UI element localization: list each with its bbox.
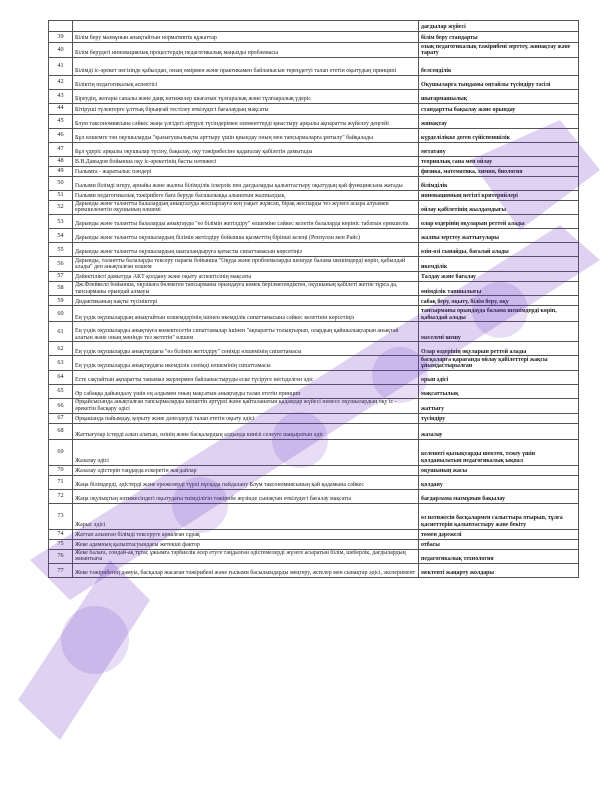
answer-cell: күрделілікке деген сүйіспеншілік	[419, 128, 579, 142]
question-cell: Біреудің, жоғары сапалы және даңқ нәтижелер шығатын тұлғаралық және тұлғааралық үдеріс	[73, 89, 419, 103]
answer-cell: Оқушыларға тыңдамы оңтайлы түсіндіру тәсілі	[419, 75, 579, 89]
table-row	[49, 475, 579, 489]
row-number: 54	[49, 229, 73, 243]
answer-cell: мектепті жаңарту жолдары	[419, 564, 579, 578]
answer-cell: отбасы	[419, 539, 579, 549]
row-number: 64	[49, 370, 73, 384]
question-cell: Дарынды және талантты балалардың анықталуда жоспарлауға кең уақыт жұмсап, бірақ жоспарды тез жүзеге асыра алуымен ерекшеленетін оқушының өлшемі	[73, 200, 419, 215]
row-number: 44	[49, 103, 73, 114]
row-number: 71	[49, 475, 73, 489]
question-cell: Дәйектілікті дамытуда АКТ қолдану және оқыту аспектісінің мақсаты	[73, 271, 419, 281]
row-number: 57	[49, 271, 73, 281]
row-number: 47	[49, 142, 73, 156]
table-row	[49, 296, 579, 306]
answer-cell: икемділік	[419, 257, 579, 272]
answer-cell: Олар өздерінің оқуларын реттей алады	[419, 342, 579, 356]
table-row	[49, 549, 579, 564]
table-row	[49, 215, 579, 229]
answer-key-table	[48, 20, 579, 578]
row-number: 66	[49, 398, 73, 413]
answer-cell: бағдарлама мазмұнын бақылау	[419, 489, 579, 503]
row-number: 42	[49, 75, 73, 89]
answer-cell: мәселені шешу	[419, 322, 579, 342]
question-cell: Ең үздік оқушыларды анықтаудағы икемділік сенімді өлшемінің сипаттамасы	[73, 356, 419, 371]
answer-cell: оқушының жасы	[419, 465, 579, 475]
row-number: 56	[49, 257, 73, 272]
table-row	[49, 176, 579, 190]
question-cell: Гылыми білімді игеру, арнайы және жалпы білімділік іскерлік пен дағдыларды қалыптастыру оқытудың қай функциясына жатады	[73, 176, 419, 190]
row-number: 76	[49, 549, 73, 564]
table-row	[49, 564, 579, 578]
question-cell: Гылымға - жаратылыс пәндері	[73, 166, 419, 176]
answer-key-page	[48, 20, 578, 780]
answer-cell: білім беру стандарты	[419, 32, 579, 43]
table-row	[49, 190, 579, 200]
table-row	[49, 413, 579, 423]
table-row	[49, 43, 579, 58]
table-row	[49, 281, 579, 296]
table-row	[49, 439, 579, 465]
row-number: 75	[49, 539, 73, 549]
question-cell: Бітіруші түлектерге ұлттық бірыңғай тестілеу өткізудегі бағалаудың мақсаты	[73, 103, 419, 114]
answer-cell: сабақ беру, оқыту, білім беру, оқу	[419, 296, 579, 306]
table-row	[49, 32, 579, 43]
answer-cell: тапсырманы орындауда балама шешімдерді көріп, қабылдай алады	[419, 306, 579, 322]
answer-cell: ойлау қабілетінің жылдамдығы	[419, 200, 579, 215]
question-cell: Жаттап алынған білімді тексеруге арналған сұрақ	[73, 529, 419, 539]
answer-cell: теориялық сана мен ойлау	[419, 156, 579, 166]
row-number: 60	[49, 306, 73, 322]
row-number: 74	[49, 529, 73, 539]
question-cell: Ең үздік оқушыларды анықтаудағы "өз білімін жетілдіру" сенімді өлшемінің сипаттамасы	[73, 342, 419, 356]
row-number: 63	[49, 356, 73, 371]
table-row	[49, 465, 579, 475]
question-cell: Есте сақтайтын ақпаратты танымал жерлермен байланыстыруды еске түсіруге негізделген әдіс	[73, 370, 419, 384]
question-cell: Әр сабаққа дайындалу үшін ең алдымен оның мақсатын анықтауды талап ететін принцип	[73, 384, 419, 398]
question-cell: Дж.Флейвелл бойынша, оқушыға бөлмеген тапсырманы орындауға көмек берілмегендіктен, оқушының қабілеті жетпе тұрса да, тапсырманы орындай алмауы	[73, 281, 419, 296]
question-cell: Дарынды, талантты балаларды тексеру парағы бойынша "Оқуда және проблемаларды шешуде балама шешімдерді көріп, қабылдай алады" деп анықталған өлшем	[73, 257, 419, 272]
question-cell: Жеке балаға, сондай-ақ тұтас ұжымға тәрбиелік әсер етуге таңдалған әдістемелерді жүзеге асыратын білім, шеберлік, дағдылардың жиынтығы	[73, 549, 419, 564]
row-number: 53	[49, 215, 73, 229]
table-row	[49, 356, 579, 371]
row-number: 49	[49, 166, 73, 176]
table-row	[49, 75, 579, 89]
row-number: 65	[49, 384, 73, 398]
row-number: 43	[49, 89, 73, 103]
answer-cell: жинақтау	[419, 114, 579, 128]
row-number: 61	[49, 322, 73, 342]
row-number: 77	[49, 564, 73, 578]
table-body	[49, 21, 579, 578]
question-cell: Білім беру мазмұнын анықтайтын нормативтік құжаттар	[73, 32, 419, 43]
row-number: 70	[49, 465, 73, 475]
question-cell: Жазалау әдістерін таңдауда ескеретін жағдайлар	[73, 465, 419, 475]
table-row	[49, 370, 579, 384]
answer-cell: қолдану	[419, 475, 579, 489]
question-cell: Ең үздік оқушыларды анықтауға көмектесетін сипаттамалар ішінен "ақпаратты толықтырып, олардың қайшылықтарын анықтай алатын және оның мәнінде тез жететін" өлшем	[73, 322, 419, 342]
question-cell: Жеке тәжірибенің дамуы, басқалар жасаған тәжірибені және ғылыми басылымдарды меңгеру, әктелер мен сынақтар әдісі, эксперимент	[73, 564, 419, 578]
table-row	[49, 398, 579, 413]
table-row	[49, 21, 579, 32]
question-cell: Жазалау әдісі	[73, 439, 419, 465]
question-cell: Дарынды және талантты балаларды анықтауды "өз білімін жетілдіру" өлшеміне сәйкес келетін балаларда көрініс табатын ерекшелік	[73, 215, 419, 229]
table-row	[49, 200, 579, 215]
table-row	[49, 57, 579, 75]
answer-cell: орын әдісі	[419, 370, 579, 384]
answer-cell: өз нәтижесін басқалармен салыстыра отырып, тұлға қасиеттерін қалыптастыру және бекіту	[419, 503, 579, 529]
answer-cell: өзін-өзі сынайды, бағалай алады	[419, 243, 579, 257]
question-cell: Жаңа оқулықтың нәтижесіндегі оқытудағы тиімділігін тәжірибе жүзінде сынақтан өткізудегі бағалау мақсаты	[73, 489, 419, 503]
row-number: 52	[49, 200, 73, 215]
table-row	[49, 114, 579, 128]
table-row	[49, 489, 579, 503]
answer-cell: басқаларға қарағанда ойлау қабілеттері жақсы ұйымдастырылған	[419, 356, 579, 371]
question-cell: Дарынды және талантты оқушылардың шыгаландыруға қатысты сипаттамасын көрсетіңіз	[73, 243, 419, 257]
question-cell: Біліктің педагогикалық аспектісі	[73, 75, 419, 89]
question-cell: Ең үздік оқушылардың анықтайтын өлшемдерінің ішінен икемділік сипаттамасына сәйкес келетінін көрсетіңіз	[73, 306, 419, 322]
answer-cell: инновацияның негізгі критерийлері	[419, 190, 579, 200]
table-row	[49, 229, 579, 243]
table-row	[49, 423, 579, 439]
answer-cell: стандартты бақылау және орындау	[419, 103, 579, 114]
table-row	[49, 322, 579, 342]
question-cell: Әрқашанда пайымдау, қорыту және дәлелдеуді талап ететін оқыту әдісі	[73, 413, 419, 423]
row-number: 69	[49, 439, 73, 465]
question-cell: Білімді іс-әрекет негізінде қабылдап, оның өмірмен және практикамен байланысын тереңдетуі талап ететін оқытудың принципі	[73, 57, 419, 75]
row-number: 40	[49, 43, 73, 58]
answer-cell: төмен дәрежелі	[419, 529, 579, 539]
row-number: 62	[49, 342, 73, 356]
row-number: 48	[49, 156, 73, 166]
table-row	[49, 89, 579, 103]
answer-cell: озық педагогикалық тәжірибені зерттеу, жинақтау және тарату	[419, 43, 579, 58]
answer-cell: өнімділік тапшылығы	[419, 281, 579, 296]
question-cell	[73, 21, 419, 32]
answer-cell: метатану	[419, 142, 579, 156]
answer-cell: білімділік	[419, 176, 579, 190]
table-row	[49, 103, 579, 114]
row-number: 39	[49, 32, 73, 43]
row-number: 45	[49, 114, 73, 128]
row-number: 67	[49, 413, 73, 423]
answer-cell: жалпы зерттеу жаттығулары	[419, 229, 579, 243]
answer-cell: олар өздерінің оқуларын реттей алады	[419, 215, 579, 229]
question-cell: Жаңа білімдерді, әдістерді және ережелерді түрлі нұсқада пайдалану Блум таксономиясының қай қадамына сәйкес	[73, 475, 419, 489]
question-cell: Бұл үдеріс арқылы оқушылар түсіну, бақылау, оқу тәжірибесіне қадағалау қабілетін дамытады	[73, 142, 419, 156]
question-cell: Әрқайсысында анықталған тапсырмаларды шешетін әртүрлі және қайталанатын қадамдар жүйесі немесе оқушылардың оқу іс - әрекетін басқару әдісі	[73, 398, 419, 413]
row-number: 51	[49, 190, 73, 200]
table-row	[49, 166, 579, 176]
answer-cell: белсенділік	[419, 57, 579, 75]
answer-cell: физика, математика, химия, биология	[419, 166, 579, 176]
row-number: 68	[49, 423, 73, 439]
question-cell: Жарыс әдісі	[73, 503, 419, 529]
row-number: 59	[49, 296, 73, 306]
table-row	[49, 342, 579, 356]
answer-cell: мақсаттылық	[419, 384, 579, 398]
answer-cell: жаттығу	[419, 398, 579, 413]
table-row	[49, 156, 579, 166]
question-cell: В.В.Давыдов бойынша оқу іс-әрекетінің басты нәтижесі	[73, 156, 419, 166]
table-row	[49, 271, 579, 281]
row-number	[49, 21, 73, 32]
question-cell: Жеке адамның қалыптасуындағы жетекші фактор	[73, 539, 419, 549]
question-cell: Блум таксономиясына сәйкес жаңа үлгідегі әртүрлі түсіндерімен элементтерді қиыстыру арқылы ақпаратты жүйелеу деңгейі	[73, 114, 419, 128]
table-row	[49, 539, 579, 549]
table-row	[49, 257, 579, 272]
answer-cell: шығармашылық	[419, 89, 579, 103]
question-cell: Дарынды және талантты оқушылардың білімін жетілдіру бойынша қызметтің бірінші кезеңі (Рензулли мен Райс)	[73, 229, 419, 243]
table-row	[49, 243, 579, 257]
question-cell: Гылыми педагогикалық тәжірибеге баға беруде басшылыққа алынатын жалпылдық	[73, 190, 419, 200]
answer-cell: келешегі қызықтарды шектен, тежеу үшін қолданылатын педагогикалық ықпал	[419, 439, 579, 465]
row-number: 55	[49, 243, 73, 257]
table-row	[49, 529, 579, 539]
answer-cell: жазалау	[419, 423, 579, 439]
row-number: 58	[49, 281, 73, 296]
answer-cell: дағдылар жүйесі	[419, 21, 579, 32]
question-cell: Бұл өлшемге тән оқушыларды "қызығушылықты арттыру үшін қиындау оның мен тапсырмаларға ұмтылу" байқалады	[73, 128, 419, 142]
row-number: 72	[49, 489, 73, 503]
question-cell: Білім берудегі инновациялық процестердің педагогикалық маңызды проблемасы	[73, 43, 419, 58]
table-row	[49, 384, 579, 398]
table-row	[49, 503, 579, 529]
row-number: 46	[49, 128, 73, 142]
question-cell: Жаттығулар істерді алып алатын, өзінің және басқалардың алдында кинізі селеуге шақыратын әдіс	[73, 423, 419, 439]
row-number: 50	[49, 176, 73, 190]
answer-cell: Талдау және бағалау	[419, 271, 579, 281]
row-number: 41	[49, 57, 73, 75]
table-row	[49, 306, 579, 322]
answer-cell: түсіндіру	[419, 413, 579, 423]
table-row	[49, 142, 579, 156]
table-row	[49, 128, 579, 142]
answer-cell: педагогикалық технология	[419, 549, 579, 564]
row-number: 73	[49, 503, 73, 529]
question-cell: Дидактиканың нақты түсініктері	[73, 296, 419, 306]
